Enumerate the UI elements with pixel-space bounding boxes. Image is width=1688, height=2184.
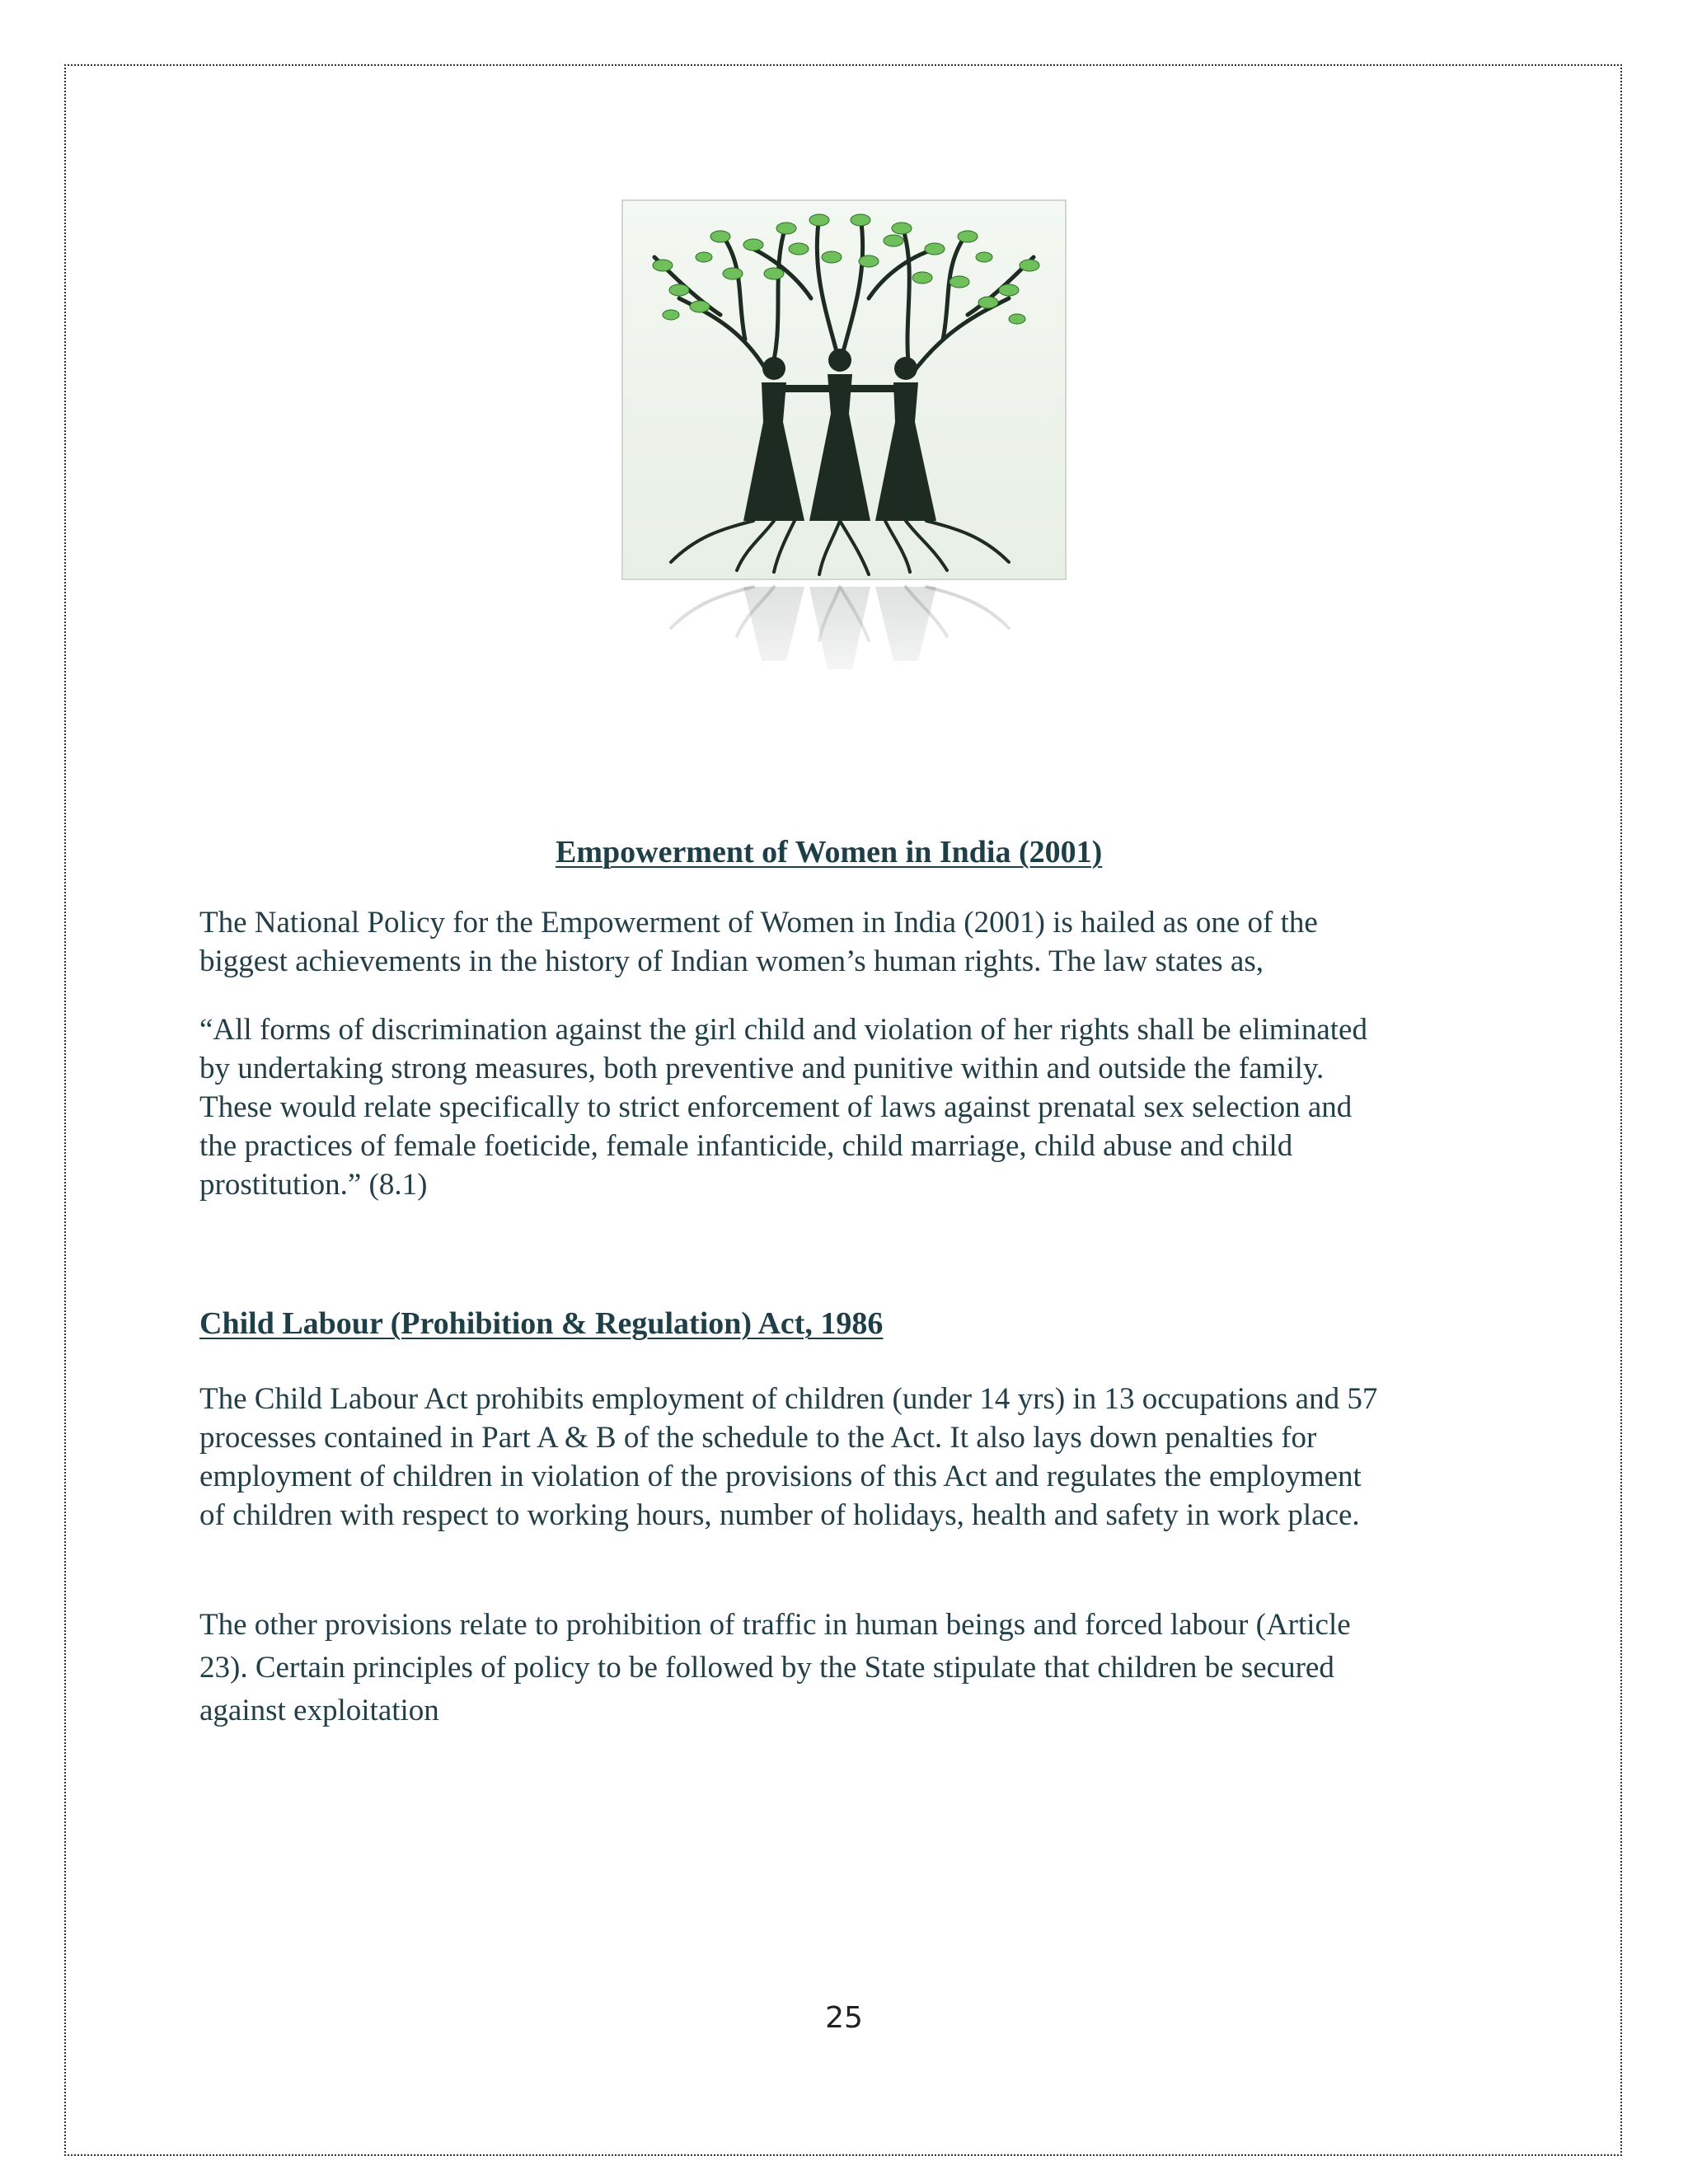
page-number: 25: [825, 2001, 863, 2035]
paragraph-line: against exploitation: [199, 1694, 439, 1727]
paragraph-line: employment of children in violation of the provisions of this Act and regulates the employment: [199, 1460, 1362, 1493]
section-heading-empowerment: Empowerment of Women in India (2001): [556, 835, 1103, 869]
paragraph-line: prostitution.” (8.1): [199, 1168, 428, 1202]
paragraph-line: These would relate specifically to strict enforcement of laws against prenatal sex selection and: [199, 1090, 1353, 1124]
paragraph-line: biggest achievements in the history of Indian women’s human rights. The law states as,: [199, 944, 1264, 978]
paragraph-line: processes contained in Part A & B of the schedule to the Act. It also lays down penalties for: [199, 1421, 1317, 1455]
other-provisions-paragraph: [199, 1604, 1351, 1732]
paragraph-line: The Child Labour Act prohibits employment of children (under 14 yrs) in 13 occupations and 57: [199, 1382, 1378, 1416]
paragraph-line: by undertaking strong measures, both preventive and punitive within and outside the family.: [199, 1052, 1325, 1085]
quote-paragraph: [199, 1010, 1367, 1204]
paragraph-line: the practices of female foeticide, female infanticide, child marriage, child abuse and child: [199, 1129, 1293, 1163]
paragraph-line: “All forms of discrimination against the girl child and violation of her rights shall be eliminated: [199, 1013, 1367, 1047]
child-labour-paragraph: [199, 1380, 1377, 1535]
paragraph-line: The other provisions relate to prohibition of traffic in human beings and forced labour (Article: [199, 1608, 1351, 1642]
section-heading-child-labour: Child Labour (Prohibition & Regulation) Act, 1986: [199, 1306, 884, 1341]
women-tree-illustration: [621, 199, 1068, 710]
paragraph-line: The National Policy for the Empowerment of Women in India (2001) is hailed as one of the: [199, 906, 1318, 940]
intro-paragraph: [199, 903, 1318, 981]
paragraph-line: 23). Certain principles of policy to be followed by the State stipulate that children be secured: [199, 1651, 1334, 1685]
paragraph-line: of children with respect to working hours, number of holidays, health and safety in work place.: [199, 1498, 1360, 1532]
